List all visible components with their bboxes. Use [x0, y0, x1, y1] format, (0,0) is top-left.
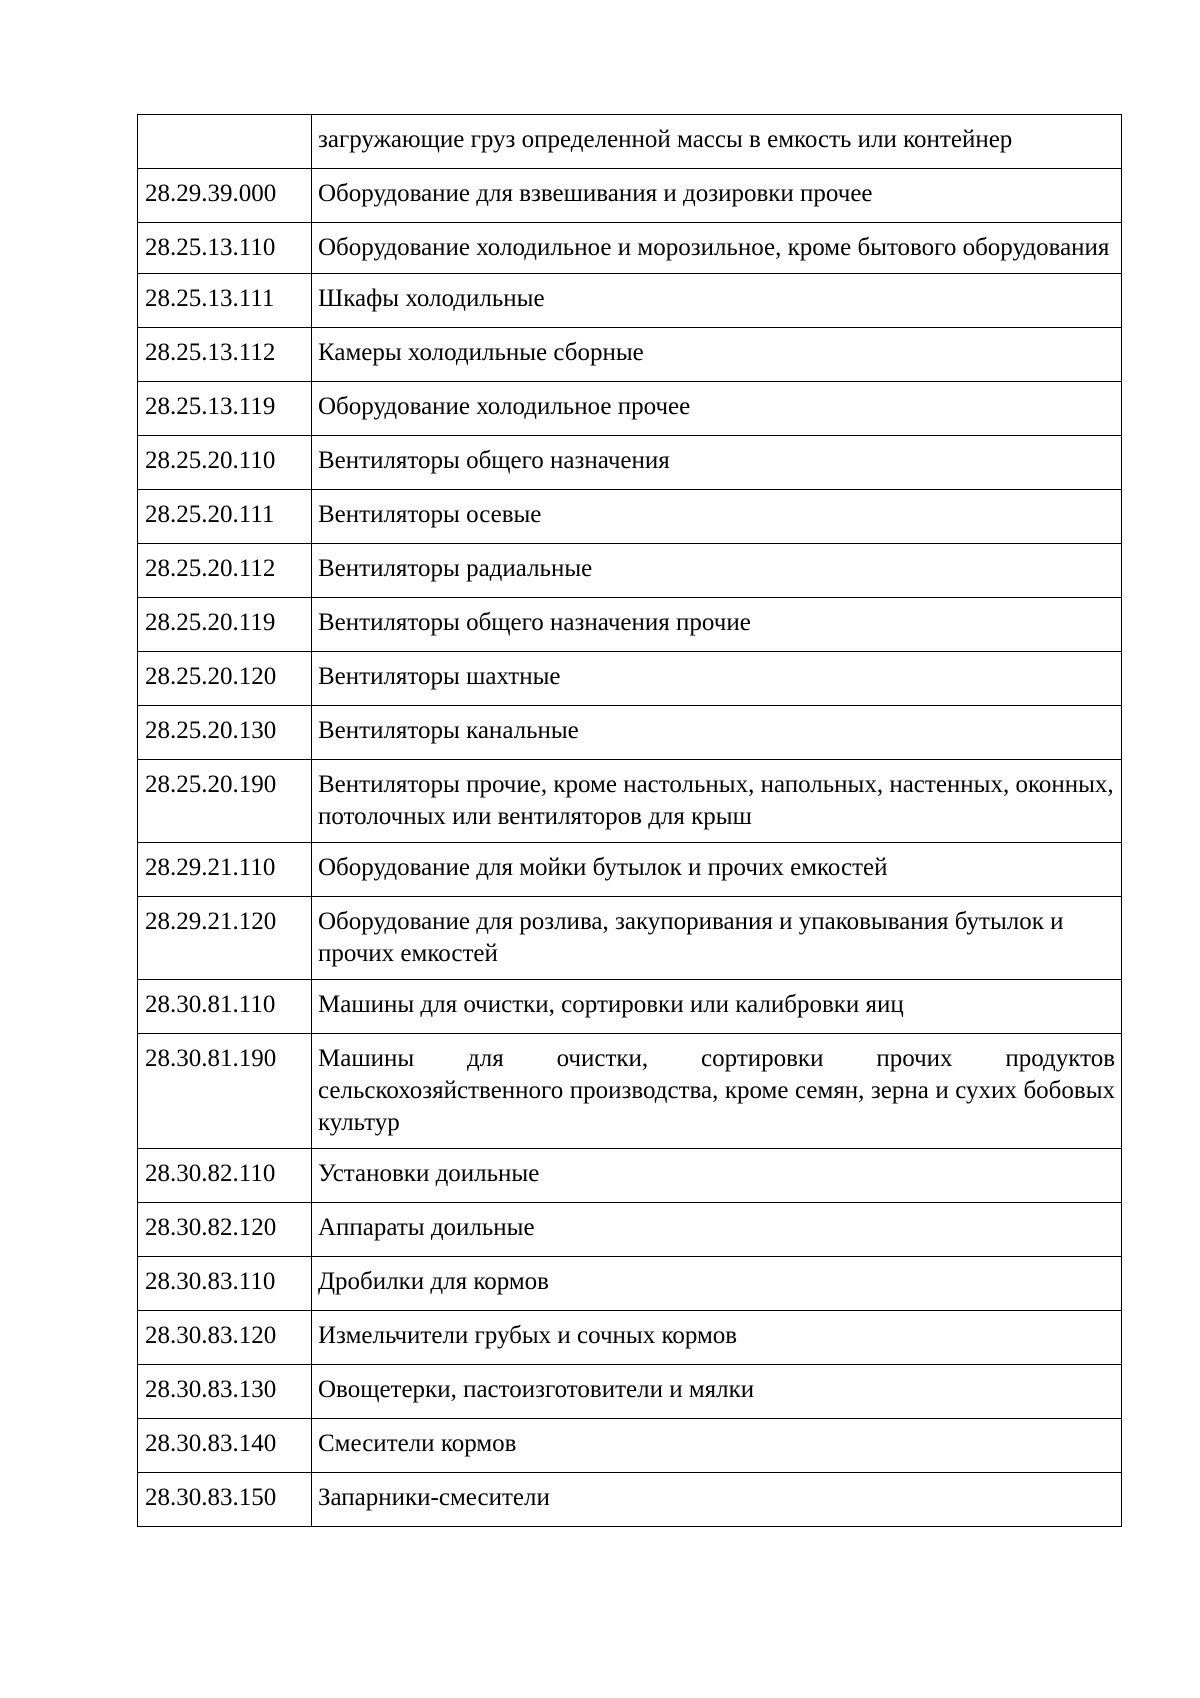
table-body: [138, 115, 1122, 1527]
name-cell: Аппараты доильные: [312, 1203, 1122, 1257]
name-cell: Измельчители грубых и сочных кормов: [312, 1311, 1122, 1365]
table-row: [138, 382, 1122, 436]
table-row: [138, 274, 1122, 328]
code-cell: 28.25.13.110: [138, 223, 312, 274]
table-row: [138, 544, 1122, 598]
code-cell: 28.25.20.190: [138, 760, 312, 843]
name-cell: Оборудование для розлива, закупоривания и упаковывания бутылок и прочих емкостей: [312, 897, 1122, 980]
code-cell: 28.30.81.110: [138, 980, 312, 1034]
code-cell: 28.25.20.120: [138, 652, 312, 706]
code-cell: 28.29.21.120: [138, 897, 312, 980]
code-cell: 28.30.83.150: [138, 1473, 312, 1527]
table-row: [138, 760, 1122, 843]
code-cell: 28.25.13.119: [138, 382, 312, 436]
name-cell: Вентиляторы прочие, кроме настольных, напольных, настенных, оконных, потолочных или вентиляторов для крыш: [312, 760, 1122, 843]
table-row: [138, 980, 1122, 1034]
code-cell: 28.25.20.112: [138, 544, 312, 598]
table-row: [138, 115, 1122, 169]
table-row: [138, 1257, 1122, 1311]
name-cell: Вентиляторы канальные: [312, 706, 1122, 760]
name-cell: Камеры холодильные сборные: [312, 328, 1122, 382]
code-cell: 28.25.20.110: [138, 436, 312, 490]
table-row: [138, 328, 1122, 382]
table-row: [138, 1149, 1122, 1203]
code-cell: 28.30.83.110: [138, 1257, 312, 1311]
code-cell: 28.25.13.112: [138, 328, 312, 382]
code-cell: [138, 115, 312, 169]
code-cell: 28.30.81.190: [138, 1034, 312, 1149]
name-cell: загружающие груз определенной массы в емкость или контейнер: [312, 115, 1122, 169]
table-row: [138, 1203, 1122, 1257]
name-cell: Смесители кормов: [312, 1419, 1122, 1473]
code-cell: 28.29.21.110: [138, 843, 312, 897]
code-cell: 28.25.13.111: [138, 274, 312, 328]
name-cell: Машины для очистки, сортировки прочих продуктов сельскохозяйственного производства, кроме семян, зерна и сухих бобовых культур: [312, 1034, 1122, 1149]
code-cell: 28.30.83.130: [138, 1365, 312, 1419]
code-cell: 28.30.83.120: [138, 1311, 312, 1365]
name-cell: Установки доильные: [312, 1149, 1122, 1203]
name-cell: Вентиляторы радиальные: [312, 544, 1122, 598]
table-row: [138, 490, 1122, 544]
name-cell: Вентиляторы шахтные: [312, 652, 1122, 706]
okpd-code-table: [137, 114, 1122, 1527]
name-cell: Оборудование холодильное прочее: [312, 382, 1122, 436]
table-row: [138, 1473, 1122, 1527]
table-row: [138, 1034, 1122, 1149]
code-cell: 28.25.20.130: [138, 706, 312, 760]
name-cell: Оборудование холодильное и морозильное, кроме бытового оборудования: [312, 223, 1122, 274]
name-cell: Вентиляторы осевые: [312, 490, 1122, 544]
table-row: [138, 223, 1122, 274]
name-cell: Вентиляторы общего назначения прочие: [312, 598, 1122, 652]
table-row: [138, 706, 1122, 760]
table-row: [138, 1419, 1122, 1473]
name-cell: Запарники-смесители: [312, 1473, 1122, 1527]
name-cell: Вентиляторы общего назначения: [312, 436, 1122, 490]
code-cell: 28.25.20.111: [138, 490, 312, 544]
code-cell: 28.29.39.000: [138, 169, 312, 223]
table-row: [138, 436, 1122, 490]
name-cell: Овощетерки, пастоизготовители и мялки: [312, 1365, 1122, 1419]
name-cell: Оборудование для взвешивания и дозировки прочее: [312, 169, 1122, 223]
name-cell: Оборудование для мойки бутылок и прочих емкостей: [312, 843, 1122, 897]
table-row: [138, 652, 1122, 706]
name-cell: Дробилки для кормов: [312, 1257, 1122, 1311]
code-cell: 28.30.82.120: [138, 1203, 312, 1257]
code-cell: 28.30.82.110: [138, 1149, 312, 1203]
table-row: [138, 169, 1122, 223]
name-cell: Шкафы холодильные: [312, 274, 1122, 328]
table-row: [138, 598, 1122, 652]
code-cell: 28.30.83.140: [138, 1419, 312, 1473]
name-cell: Машины для очистки, сортировки или калибровки яиц: [312, 980, 1122, 1034]
table-row: [138, 897, 1122, 980]
table-row: [138, 1311, 1122, 1365]
table-row: [138, 1365, 1122, 1419]
code-cell: 28.25.20.119: [138, 598, 312, 652]
table-row: [138, 843, 1122, 897]
